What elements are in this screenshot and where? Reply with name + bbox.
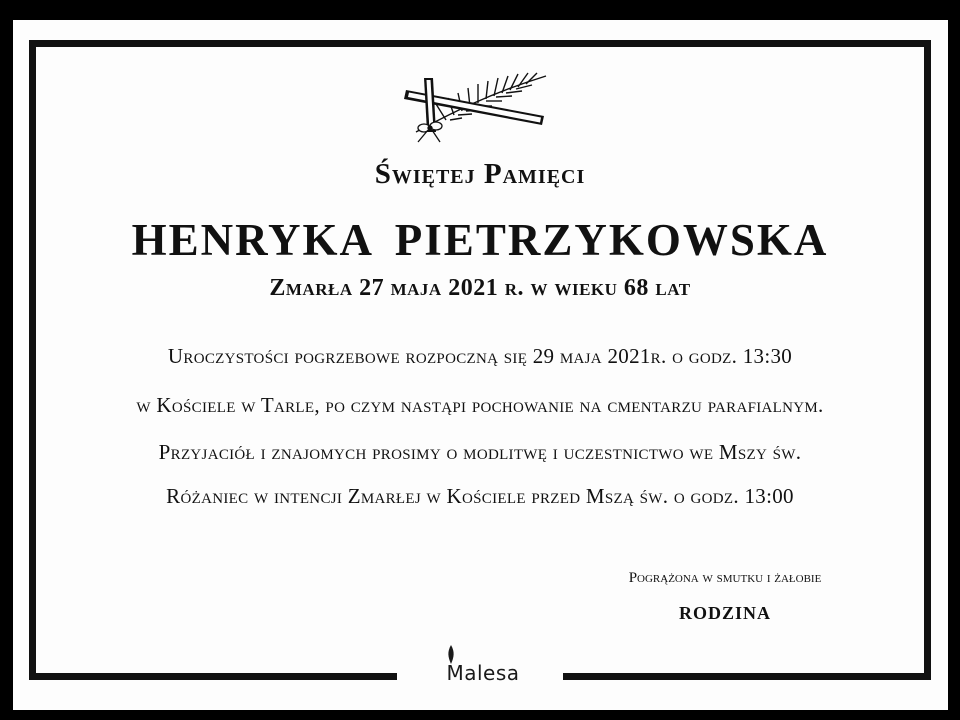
death-date-line: Zmarła 27 maja 2021 r. w wieku 68 lat (269, 275, 691, 301)
malesa-logo (432, 645, 532, 687)
deceased-name: HENRYKA PIETRZYKOWSKA (131, 215, 829, 265)
family-signature: RODZINA (678, 603, 771, 623)
burial-place-text: w Kościele w Tarle, po czym nastąpi pochowanie na cmentarzu parafialnym. (136, 393, 824, 417)
funeral-time-text: Uroczystości pogrzebowe rozpoczną się 29 maja 2021r. o godz. 13:30 (167, 344, 793, 368)
rosary-text: Różaniec w intencji Zmarłej w Kościele przed Mszą św. o godz. 13:00 (166, 484, 794, 508)
mourners-text: Pogrążona w smutku i żałobie (628, 570, 822, 586)
invitation-text: Przyjaciół i znajomych prosimy o modlitwę i uczestnictwo we Mszy św. (158, 440, 802, 464)
logo-text: Malesa (446, 661, 520, 685)
subtitle-heading: Świętej Pamięci (374, 158, 586, 190)
cross-with-palm-icon (396, 68, 564, 148)
